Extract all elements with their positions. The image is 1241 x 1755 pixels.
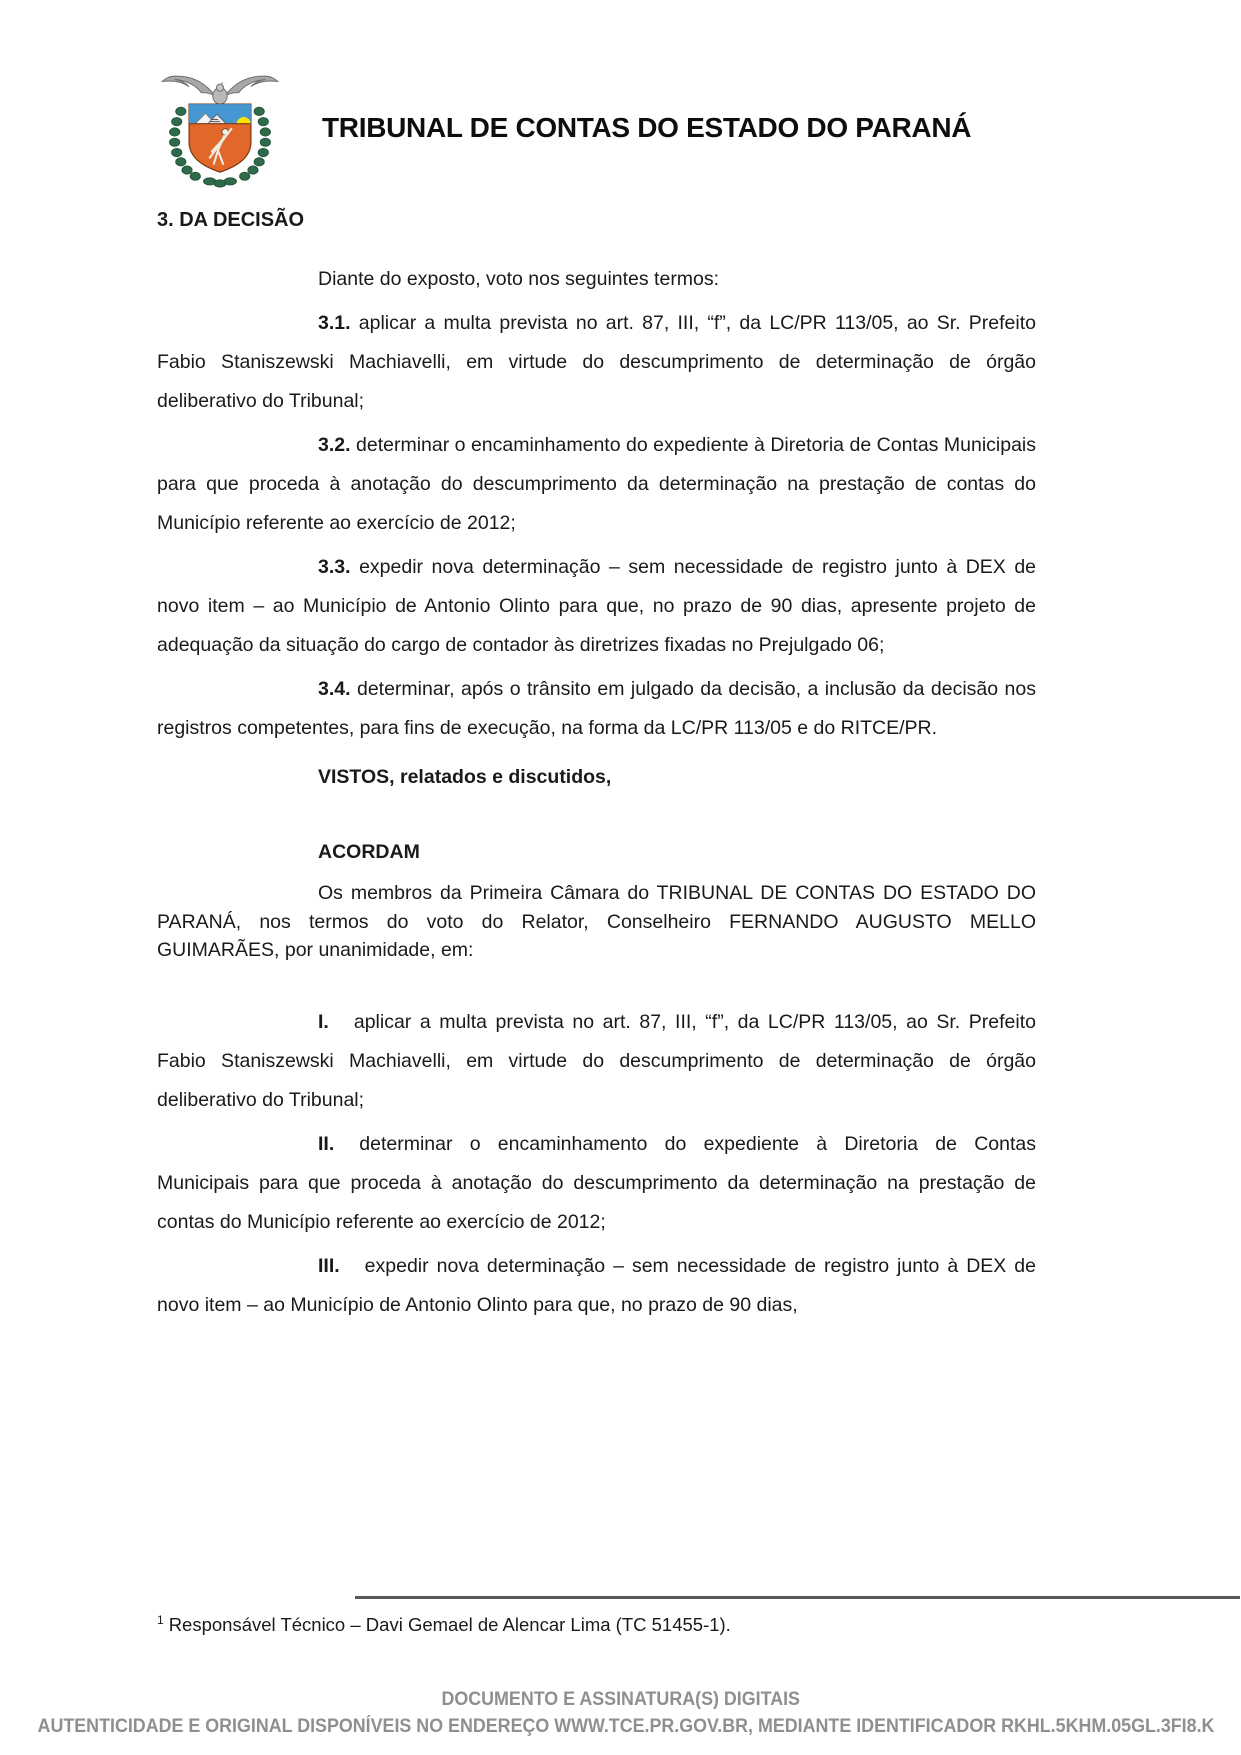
vote-item-label: 3.1. bbox=[318, 312, 351, 334]
footnote-text: Responsável Técnico – Davi Gemael de Alencar Lima (TC 51455-1). bbox=[168, 1614, 731, 1636]
shield-icon bbox=[189, 104, 251, 172]
acordam-item-text: aplicar a multa prevista no art. 87, III, “f”, da LC/PR 113/05, ao Sr. Prefeito Fabio Staniszewski Machiavelli, em virtude do descumprimento de determinação de órgão deliberativo do Tribunal; bbox=[157, 1010, 1036, 1111]
intro-paragraph: Diante do exposto, voto nos seguintes termos: bbox=[318, 268, 720, 290]
members-paragraph: Os membros da Primeira Câmara do TRIBUNAL DE CONTAS DO ESTADO DO PARANÁ, nos termos do voto do Relator, Conselheiro FERNANDO AUGUSTO MELLO GUIMARÃES, por unanimidade, em: bbox=[157, 882, 1036, 961]
vistos-line: VISTOS, relatados e discutidos, bbox=[318, 766, 612, 788]
footnote bbox=[157, 1607, 1037, 1638]
vote-item-label: 3.2. bbox=[318, 434, 351, 456]
acordam-item-I bbox=[157, 1003, 1036, 1120]
vote-item-label: 3.3. bbox=[318, 556, 351, 578]
vote-item-3-1 bbox=[157, 304, 1036, 421]
vote-item-3-3 bbox=[157, 548, 1036, 665]
vote-item-3-4 bbox=[157, 670, 1036, 748]
acordam-item-label: I. bbox=[318, 1010, 329, 1033]
vote-item-text: expedir nova determinação – sem necessidade de registro junto à DEX de novo item – ao Município de Antonio Olinto para que, no prazo de 90 dias, apresente projeto de adequação da situação do cargo de contador às diretrizes fixadas no Prejulgado 06; bbox=[157, 556, 1037, 656]
acordam-item-text: determinar o encaminhamento do expediente à Diretoria de Contas Municipais para que proceda à anotação do descumprimento da determinação na prestação de contas do Município referente ao exercício de 2012; bbox=[157, 1132, 1036, 1233]
acordam-item-III bbox=[157, 1247, 1036, 1325]
parana-coat-of-arms-icon bbox=[152, 66, 288, 202]
eagle-icon bbox=[162, 76, 277, 104]
section-heading: 3. DA DECISÃO bbox=[157, 209, 305, 231]
vote-item-label: 3.4. bbox=[318, 678, 351, 700]
footer-line-2: AUTENTICIDADE E ORIGINAL DISPONÍVEIS NO ENDEREÇO WWW.TCE.PR.GOV.BR, MEDIANTE IDENTIFICADOR RKHL.5KHM.05GL.3FI8.K bbox=[37, 1716, 1215, 1737]
page-title: TRIBUNAL DE CONTAS DO ESTADO DO PARANÁ bbox=[322, 112, 972, 143]
document-body bbox=[157, 205, 1036, 1325]
footer-line-1: DOCUMENTO E ASSINATURA(S) DIGITAIS bbox=[441, 1689, 800, 1710]
acordam-item-II bbox=[157, 1125, 1036, 1242]
acordam-item-label: II. bbox=[318, 1132, 335, 1155]
acordam-item-label: III. bbox=[318, 1254, 340, 1277]
vote-item-text: determinar, após o trânsito em julgado da decisão, a inclusão da decisão nos registros competentes, para fins de execução, na forma da LC/PR 113/05 e do RITCE/PR. bbox=[157, 678, 1036, 739]
document-footer bbox=[0, 1686, 1241, 1740]
vote-item-text: determinar o encaminhamento do expediente à Diretoria de Contas Municipais para que proceda à anotação do descumprimento da determinação na prestação de contas do Município referente ao exercício de 2012; bbox=[157, 434, 1036, 534]
vote-item-text: aplicar a multa prevista no art. 87, III, “f”, da LC/PR 113/05, ao Sr. Prefeito Fabio Staniszewski Machiavelli, em virtude do descumprimento de determinação de órgão deliberativo do Tribunal; bbox=[157, 312, 1036, 412]
footnote-marker: 1 bbox=[157, 1613, 164, 1627]
acordam-item-text: expedir nova determinação – sem necessidade de registro junto à DEX de novo item – ao Município de Antonio Olinto para que, no prazo de 90 dias, bbox=[157, 1254, 1036, 1316]
acordam-heading: ACORDAM bbox=[318, 841, 420, 863]
footnote-separator bbox=[355, 1596, 1240, 1599]
document-header bbox=[0, 0, 1241, 210]
vote-item-3-2 bbox=[157, 426, 1036, 543]
